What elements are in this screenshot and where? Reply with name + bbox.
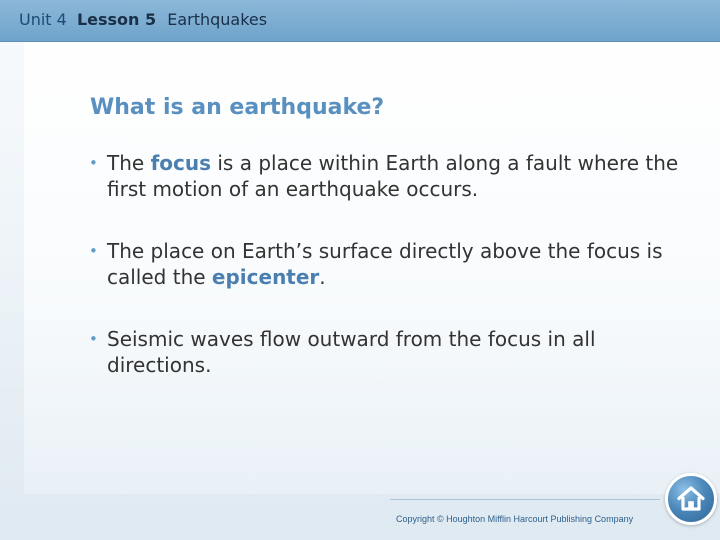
header-bar: [0, 0, 720, 42]
bullet-focus-after: is a place within Earth along a fault where the first motion of an earthquake occurs.: [107, 151, 679, 201]
term-epicenter: epicenter: [211, 265, 320, 289]
bullet-list: [89, 150, 679, 414]
bullet-seismic-waves-text: Seismic waves flow outward from the focus in all directions.: [107, 327, 596, 377]
lesson-label: Lesson 5: [76, 10, 157, 29]
copyright-notice: Copyright © Houghton Mifflin Harcourt Publishing Company: [396, 514, 634, 524]
home-icon: [676, 484, 706, 514]
bullet-dot-icon: •: [89, 242, 98, 260]
bullet-seismic-waves: [89, 326, 679, 378]
unit-label: Unit 4: [19, 10, 67, 29]
slide-title: What is an earthquake?: [90, 95, 385, 120]
bullet-dot-icon: •: [89, 154, 98, 172]
term-focus: focus: [150, 151, 212, 175]
bullet-epicenter-before: The place on Earth’s surface directly above the focus is called the: [107, 239, 663, 289]
footer-divider: [390, 499, 660, 500]
home-button[interactable]: [665, 473, 717, 525]
bullet-focus-before: The: [107, 151, 151, 175]
header-title: [19, 10, 267, 30]
bullet-epicenter: [89, 238, 679, 290]
bullet-epicenter-after: .: [319, 265, 326, 289]
bullet-focus: [89, 150, 679, 202]
bullet-dot-icon: •: [89, 330, 98, 348]
lesson-name: Earthquakes: [167, 10, 268, 29]
